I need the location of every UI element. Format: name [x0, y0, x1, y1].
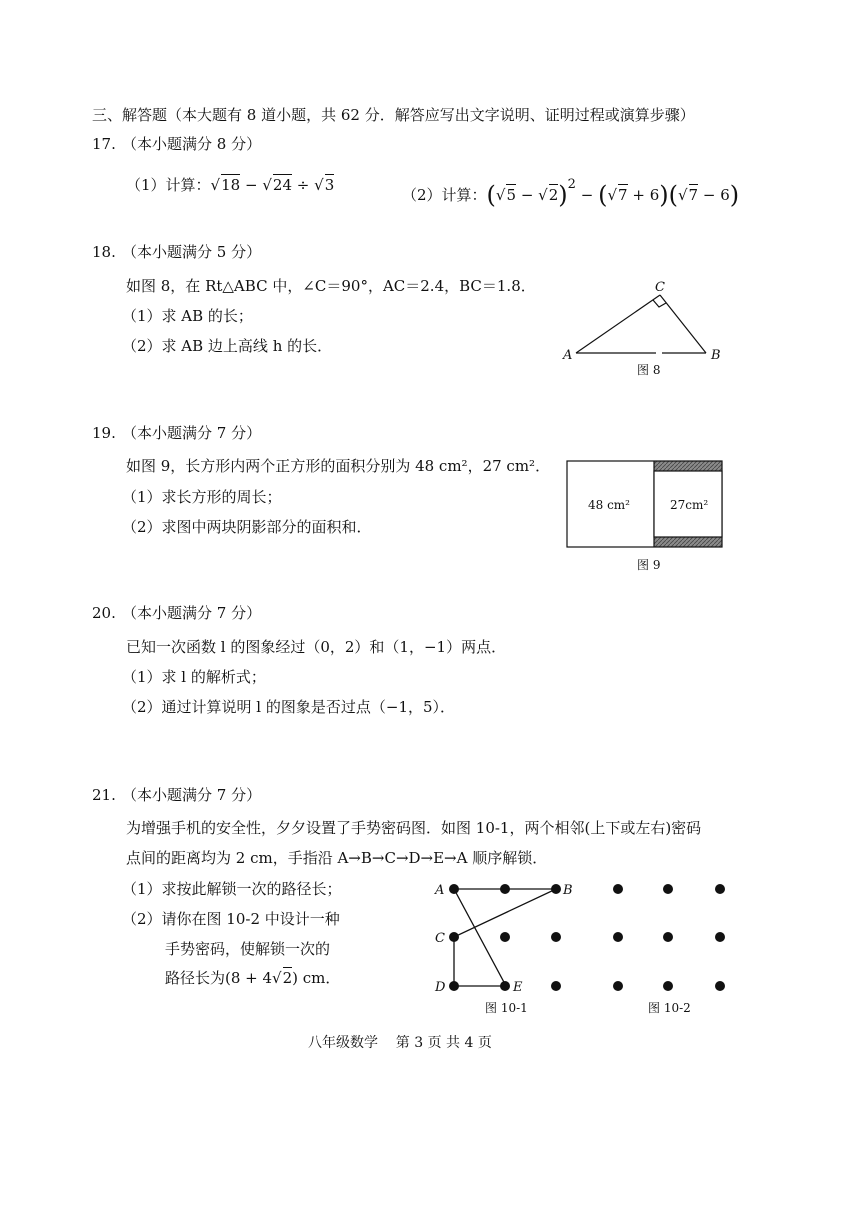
- fig8-label-b: B: [711, 348, 721, 363]
- shaded-region-bottom: [654, 537, 722, 547]
- q21-part2-line2: 手势密码，使解锁一次的: [165, 940, 331, 958]
- q17-part1: （1）计算：√18 − √24 ÷ √3: [126, 176, 335, 194]
- q17-part1-label: （1）计算：: [126, 176, 211, 194]
- fig10-1-caption: 图 10-1: [485, 1001, 528, 1015]
- q18-stem: 如图 8，在 Rt△ABC 中，∠C＝90°，AC＝2.4，BC＝1.8．: [126, 277, 536, 295]
- figure-8-triangle: [560, 278, 730, 378]
- fig10-1-label-a: A: [435, 883, 445, 898]
- figure-10-2-grid: [600, 876, 740, 1021]
- fig10-1-label-c: C: [435, 931, 445, 946]
- fig8-caption: 图 8: [637, 363, 661, 377]
- q17-part2: （2）计算：$(√5 - √2)^2 - (√7 + 6)(√7 - 6)$: [402, 177, 740, 209]
- q17-number: 17.: [92, 135, 116, 153]
- q20-part1: （1）求 l 的解析式；: [122, 668, 266, 686]
- figure-9-rectangle: [566, 460, 726, 575]
- q17-part2-label: （2）计算：: [402, 186, 487, 204]
- fig10-1-label-d: D: [435, 980, 446, 995]
- fig8-label-c: C: [655, 280, 665, 295]
- q20-score: （本小题满分 7 分）: [122, 604, 262, 622]
- q20-part2: （2）通过计算说明 l 的图象是否过点（−1，5）．: [122, 698, 456, 716]
- q20-stem: 已知一次函数 l 的图象经过（0，2）和（1，−1）两点．: [126, 638, 507, 656]
- fig9-caption: 图 9: [637, 558, 661, 572]
- q21-part2-line3: 路径长为(8 + 4√2) cm．: [165, 969, 341, 987]
- q19-stem: 如图 9，长方形内两个正方形的面积分别为 48 cm²，27 cm²．: [126, 457, 551, 475]
- fig8-label-a: A: [563, 348, 573, 363]
- section-heading: 三、解答题（本大题有 8 道小题，共 62 分．解答应写出文字说明、证明过程或演算步骤）: [92, 106, 695, 124]
- fig9-small-area: 27cm²: [670, 498, 709, 512]
- q17-sqrt-18: √18: [210, 176, 241, 194]
- fig9-big-area: 48 cm²: [588, 498, 630, 512]
- q21-number: 21.: [92, 786, 116, 804]
- q21-part2-line1: （2）请你在图 10-2 中设计一种: [122, 910, 340, 928]
- q19-part1: （1）求长方形的周长；: [122, 488, 282, 506]
- q18-score: （本小题满分 5 分）: [122, 243, 262, 261]
- shaded-region-top: [654, 461, 722, 471]
- page-footer: 八年级数学 第 3 页 共 4 页: [308, 1035, 492, 1051]
- q21-stem-line1: 为增强手机的安全性，夕夕设置了手势密码图．如图 10-1，两个相邻(上下或左右)密码: [126, 819, 702, 837]
- q21-part1: （1）求按此解锁一次的路径长；: [122, 880, 342, 898]
- q18-number: 18.: [92, 243, 116, 261]
- q21-score: （本小题满分 7 分）: [122, 786, 262, 804]
- q17-sqrt-24: √24: [262, 176, 292, 194]
- q17-sqrt-3: √3: [314, 176, 335, 194]
- q19-number: 19.: [92, 424, 116, 442]
- fig10-1-label-b: B: [563, 883, 573, 898]
- fig10-1-label-e: E: [513, 980, 523, 995]
- q20-number: 20.: [92, 604, 116, 622]
- q19-score: （本小题满分 7 分）: [122, 424, 262, 442]
- q21-stem-line2: 点间的距离均为 2 cm，手指沿 A→B→C→D→E→A 顺序解锁．: [126, 849, 548, 867]
- q18-part1: （1）求 AB 的长；: [122, 307, 253, 325]
- q18-part2: （2）求 AB 边上高线 h 的长．: [122, 337, 333, 355]
- fig10-2-caption: 图 10-2: [648, 1001, 691, 1015]
- q17-score: （本小题满分 8 分）: [122, 135, 262, 153]
- figure-10-1-path: [428, 876, 578, 1021]
- q19-part2: （2）求图中两块阴影部分的面积和．: [122, 518, 372, 536]
